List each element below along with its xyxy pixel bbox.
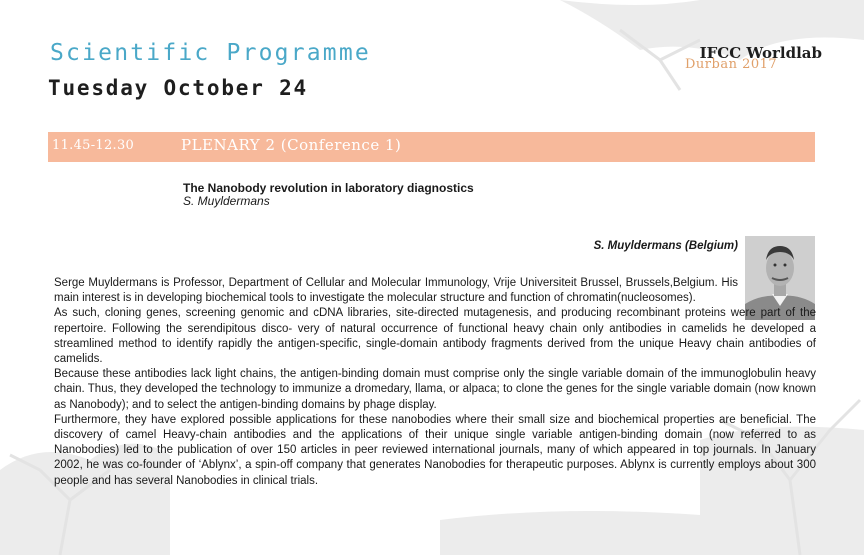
talk-speaker: S. Muyldermans bbox=[183, 194, 270, 208]
session-date: Tuesday October 24 bbox=[48, 76, 308, 100]
section-title: Scientific Programme bbox=[50, 40, 371, 66]
bio-paragraph: Furthermore, they have explored possible applications for these nanobodies where their small size and biochemical properties are beneficial. The discovery of camel Heavy-chain antibodies and the applications of their unique single variable antigen-binding domain (now referred to as Nanobodies) led to the publication of over 150 articles in peer reviewed international journals, many of which appeared in top journals. In January 2002, he was co-founder of ‘Ablynx’, a spin-off company that generates Nanobodies for therapeutic purposes. Ablynx is currently employs about 300 people and has several Nanobodies in clinical trials. bbox=[54, 413, 816, 487]
session-time: 11.45-12.30 bbox=[52, 138, 135, 153]
speaker-biography bbox=[54, 276, 816, 489]
event-location: Durban 2017 bbox=[685, 57, 778, 72]
session-label: PLENARY 2 (Conference 1) bbox=[181, 136, 402, 154]
bio-paragraph: Serge Muyldermans is Professor, Department of Cellular and Molecular Immunology, Vrije Universiteit Brussel, Brussels,Belgium. His main interest is in developing biochemical tools to investigate the molecular structure and function of chromatin(nucleosomes). bbox=[54, 277, 738, 305]
bio-speaker-name: S. Muyldermans (Belgium) bbox=[593, 240, 738, 252]
session-bar bbox=[48, 132, 815, 162]
event-name: IFCC Worldlab bbox=[699, 44, 822, 62]
bio-paragraph: As such, cloning genes, screening genomic and cDNA libraries, site-directed mutagenesis, and producing recombinant proteins were part of the repertoire. Following the serendipitous disco- very of natural occurrence of functional heavy chain only antibodies in camelids he developed a streamlined method to identify rapidly the antigen-specific, single-domain antibody fragments derived from the unique Heavy chain antibodies of camelids. bbox=[54, 307, 816, 366]
bio-paragraph: Because these antibodies lack light chains, the antigen-binding domain must comprise only the single variable domain of the immunoglobulin heavy chain. Thus, they developed the technology to immunize a dromedary, llama, or alpaca; to clone the genes for the single variable domain (now known as Nanobody); and to select the antigen-binding domains by phage display. bbox=[54, 368, 816, 411]
talk-title: The Nanobody revolution in laboratory diagnostics bbox=[183, 181, 474, 195]
